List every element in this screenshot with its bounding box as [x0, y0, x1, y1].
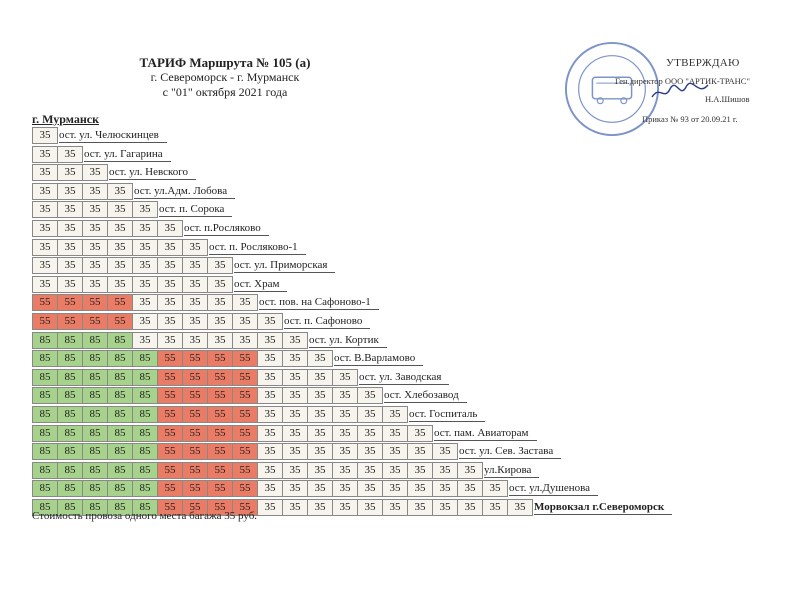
tariff-row — [32, 425, 537, 442]
fare-cell: 35 — [307, 443, 333, 460]
fare-cell: 55 — [232, 480, 258, 497]
stop-name: ост. Хлебозавод — [384, 388, 467, 403]
fare-cell: 85 — [32, 387, 58, 404]
stop-name: ост. В.Варламово — [334, 351, 423, 366]
fare-cell: 35 — [82, 276, 108, 293]
fare-cell: 35 — [82, 257, 108, 274]
fare-cell: 35 — [207, 332, 233, 349]
tariff-row — [32, 239, 306, 256]
tariff-row — [32, 332, 387, 349]
stop-name: ост. пам. Авиаторам — [434, 426, 537, 441]
fare-cell: 35 — [257, 387, 283, 404]
fare-cell: 35 — [257, 369, 283, 386]
fare-cell: 35 — [482, 499, 508, 516]
fare-cell: 35 — [257, 443, 283, 460]
fare-cell: 35 — [32, 164, 58, 181]
fare-cell: 35 — [282, 425, 308, 442]
tariff-header — [100, 55, 350, 100]
fare-cell: 35 — [457, 462, 483, 479]
tariff-row — [32, 294, 379, 311]
fare-cell: 55 — [232, 499, 258, 516]
fare-cell: 35 — [232, 294, 258, 311]
fare-cell: 35 — [257, 480, 283, 497]
fare-cell: 55 — [182, 369, 208, 386]
tariff-row — [32, 369, 449, 386]
fare-cell: 55 — [157, 350, 183, 367]
fare-cell: 35 — [182, 313, 208, 330]
fare-cell: 85 — [32, 462, 58, 479]
fare-cell: 35 — [307, 425, 333, 442]
fare-cell: 35 — [182, 257, 208, 274]
fare-cell: 35 — [157, 276, 183, 293]
fare-cell: 35 — [182, 239, 208, 256]
fare-cell: 85 — [82, 443, 108, 460]
fare-cell: 85 — [107, 425, 133, 442]
fare-cell: 55 — [182, 443, 208, 460]
fare-cell: 55 — [207, 425, 233, 442]
fare-cell: 55 — [32, 294, 58, 311]
fare-cell: 55 — [232, 387, 258, 404]
fare-cell: 35 — [182, 332, 208, 349]
fare-cell: 85 — [107, 332, 133, 349]
fare-cell: 35 — [357, 406, 383, 423]
fare-cell: 35 — [232, 313, 258, 330]
fare-cell: 35 — [507, 499, 533, 516]
fare-cell: 35 — [157, 332, 183, 349]
fare-cell: 35 — [307, 462, 333, 479]
fare-cell: 85 — [32, 443, 58, 460]
stop-name: ост. п. Росляково-1 — [209, 240, 306, 255]
fare-cell: 35 — [57, 201, 83, 218]
fare-cell: 85 — [107, 387, 133, 404]
fare-cell: 55 — [207, 499, 233, 516]
fare-cell: 55 — [182, 350, 208, 367]
fare-cell: 35 — [132, 276, 158, 293]
fare-cell: 85 — [82, 480, 108, 497]
fare-cell: 35 — [332, 406, 358, 423]
fare-cell: 35 — [57, 276, 83, 293]
stop-name: ост. Госпиталь — [409, 407, 485, 422]
fare-cell: 35 — [457, 499, 483, 516]
fare-cell: 35 — [332, 462, 358, 479]
fare-cell: 35 — [357, 480, 383, 497]
fare-cell: 55 — [157, 443, 183, 460]
tariff-row — [32, 146, 171, 163]
fare-cell: 85 — [57, 462, 83, 479]
tariff-row — [32, 350, 423, 367]
fare-cell: 35 — [282, 369, 308, 386]
fare-cell: 85 — [132, 462, 158, 479]
fare-cell: 35 — [207, 276, 233, 293]
baggage-fare: Стоимость провоза одного места багажа 35 руб. — [32, 510, 258, 522]
stop-name: ост. п. Сафоново — [284, 314, 370, 329]
fare-cell: 35 — [257, 332, 283, 349]
fare-cell: 35 — [332, 480, 358, 497]
fare-cell: 55 — [157, 406, 183, 423]
fare-cell: 35 — [107, 220, 133, 237]
fare-cell: 35 — [157, 239, 183, 256]
fare-cell: 85 — [32, 369, 58, 386]
fare-cell: 85 — [82, 406, 108, 423]
fare-cell: 35 — [132, 239, 158, 256]
fare-cell: 35 — [132, 332, 158, 349]
fare-cell: 35 — [82, 164, 108, 181]
fare-cell: 35 — [32, 127, 58, 144]
order-line: Приказ № 93 от 20.09.21 г. — [642, 114, 738, 124]
fare-cell: 35 — [32, 276, 58, 293]
fare-cell: 35 — [207, 294, 233, 311]
fare-cell: 35 — [282, 462, 308, 479]
fare-cell: 35 — [332, 499, 358, 516]
fare-cell: 35 — [307, 387, 333, 404]
fare-cell: 35 — [182, 294, 208, 311]
fare-cell: 35 — [57, 257, 83, 274]
fare-cell: 35 — [432, 462, 458, 479]
fare-cell: 35 — [132, 220, 158, 237]
fare-cell: 55 — [232, 443, 258, 460]
fare-cell: 35 — [407, 443, 433, 460]
fare-cell: 55 — [157, 369, 183, 386]
fare-cell: 35 — [32, 239, 58, 256]
stop-name: ост. ул. Приморская — [234, 258, 335, 273]
tariff-row — [32, 183, 235, 200]
fare-cell: 85 — [57, 499, 83, 516]
fare-cell: 35 — [132, 294, 158, 311]
fare-cell: 35 — [32, 257, 58, 274]
fare-cell: 85 — [57, 387, 83, 404]
fare-cell: 85 — [132, 369, 158, 386]
fare-cell: 35 — [307, 369, 333, 386]
fare-cell: 85 — [107, 462, 133, 479]
route-name: г. Североморск - г. Мурманск — [150, 70, 300, 84]
effective-date: с "01" октября 2021 года — [162, 85, 288, 99]
fare-cell: 85 — [82, 499, 108, 516]
stop-name: ост. ул.Адм. Лобова — [134, 184, 235, 199]
fare-cell: 35 — [207, 313, 233, 330]
fare-cell: 85 — [82, 332, 108, 349]
fare-cell: 35 — [357, 462, 383, 479]
fare-cell: 35 — [282, 406, 308, 423]
fare-cell: 35 — [332, 425, 358, 442]
fare-cell: 85 — [32, 480, 58, 497]
fare-cell: 35 — [257, 350, 283, 367]
fare-cell: 35 — [382, 443, 408, 460]
fare-cell: 85 — [82, 369, 108, 386]
tariff-row — [32, 387, 467, 404]
tariff-row — [32, 220, 269, 237]
fare-cell: 85 — [107, 480, 133, 497]
tariff-row — [32, 164, 196, 181]
fare-cell: 55 — [232, 350, 258, 367]
stop-name: ост. Храм — [234, 277, 287, 292]
fare-cell: 55 — [232, 425, 258, 442]
stop-name: ост. п. Сорока — [159, 202, 232, 217]
fare-cell: 85 — [132, 406, 158, 423]
tariff-row — [32, 462, 539, 479]
fare-cell: 55 — [107, 294, 133, 311]
fare-cell: 35 — [332, 369, 358, 386]
tariff-row — [32, 127, 167, 144]
fare-cell: 55 — [157, 462, 183, 479]
fare-cell: 35 — [407, 462, 433, 479]
fare-cell: 35 — [482, 480, 508, 497]
fare-cell: 55 — [182, 462, 208, 479]
fare-cell: 85 — [107, 369, 133, 386]
fare-cell: 35 — [357, 499, 383, 516]
fare-cell: 85 — [82, 462, 108, 479]
fare-cell: 35 — [207, 257, 233, 274]
fare-cell: 55 — [182, 480, 208, 497]
fare-cell: 35 — [107, 183, 133, 200]
fare-cell: 35 — [257, 313, 283, 330]
director-name: Н.А.Шишов — [705, 94, 750, 104]
tariff-row — [32, 257, 335, 274]
fare-cell: 85 — [82, 350, 108, 367]
approval-title: УТВЕРЖДАЮ — [666, 57, 740, 69]
fare-cell: 35 — [282, 499, 308, 516]
stop-name: ул.Кирова — [484, 463, 539, 478]
fare-cell: 35 — [57, 220, 83, 237]
fare-cell: 55 — [207, 462, 233, 479]
stop-name: Морвокзал г.Североморск — [534, 500, 672, 515]
fare-cell: 85 — [132, 425, 158, 442]
fare-cell: 85 — [132, 387, 158, 404]
fare-cell: 35 — [57, 164, 83, 181]
fare-cell: 35 — [157, 313, 183, 330]
tariff-row — [32, 406, 485, 423]
fare-cell: 35 — [257, 406, 283, 423]
fare-cell: 35 — [82, 220, 108, 237]
tariff-row — [32, 276, 287, 293]
fare-cell: 35 — [357, 425, 383, 442]
fare-cell: 35 — [257, 425, 283, 442]
fare-cell: 55 — [232, 369, 258, 386]
fare-cell: 35 — [382, 406, 408, 423]
fare-cell: 35 — [307, 480, 333, 497]
stop-name: ост. ул. Челюскинцев — [59, 128, 167, 143]
start-city: г. Мурманск — [32, 112, 100, 126]
fare-cell: 35 — [282, 443, 308, 460]
fare-cell: 55 — [232, 462, 258, 479]
fare-cell: 85 — [32, 332, 58, 349]
fare-cell: 35 — [107, 201, 133, 218]
fare-cell: 85 — [57, 369, 83, 386]
fare-cell: 85 — [132, 499, 158, 516]
fare-cell: 35 — [107, 276, 133, 293]
fare-cell: 35 — [432, 443, 458, 460]
fare-cell: 35 — [32, 220, 58, 237]
fare-cell: 85 — [107, 443, 133, 460]
stop-name: ост. ул. Гагарина — [84, 147, 171, 162]
fare-cell: 85 — [107, 406, 133, 423]
fare-cell: 35 — [132, 313, 158, 330]
fare-cell: 85 — [32, 425, 58, 442]
fare-cell: 55 — [207, 443, 233, 460]
fare-cell: 85 — [32, 350, 58, 367]
fare-cell: 85 — [57, 443, 83, 460]
fare-cell: 85 — [82, 425, 108, 442]
fare-cell: 35 — [382, 499, 408, 516]
fare-cell: 35 — [82, 201, 108, 218]
fare-cell: 35 — [282, 332, 308, 349]
fare-cell: 35 — [182, 276, 208, 293]
tariff-title: ТАРИФ Маршрута № 105 (а) — [139, 55, 311, 70]
fare-cell: 35 — [32, 183, 58, 200]
stop-name: ост. ул. Невского — [109, 165, 196, 180]
fare-cell: 85 — [132, 443, 158, 460]
fare-cell: 35 — [57, 183, 83, 200]
fare-cell: 35 — [307, 406, 333, 423]
fare-cell: 85 — [57, 480, 83, 497]
fare-cell: 85 — [132, 350, 158, 367]
signature-icon — [650, 81, 710, 103]
fare-cell: 35 — [157, 220, 183, 237]
tariff-row — [32, 313, 370, 330]
tariff-row — [32, 480, 598, 497]
fare-cell: 55 — [82, 294, 108, 311]
fare-cell: 55 — [32, 313, 58, 330]
fare-cell: 55 — [207, 350, 233, 367]
fare-cell: 55 — [157, 387, 183, 404]
fare-cell: 35 — [357, 387, 383, 404]
fare-cell: 35 — [432, 480, 458, 497]
fare-cell: 35 — [32, 201, 58, 218]
fare-cell: 55 — [157, 480, 183, 497]
fare-cell: 85 — [57, 425, 83, 442]
fare-cell: 55 — [57, 313, 83, 330]
fare-cell: 35 — [57, 239, 83, 256]
fare-cell: 55 — [232, 406, 258, 423]
tariff-row — [32, 443, 561, 460]
fare-cell: 85 — [82, 387, 108, 404]
fare-cell: 55 — [207, 480, 233, 497]
fare-cell: 35 — [157, 294, 183, 311]
fare-cell: 35 — [32, 146, 58, 163]
fare-cell: 35 — [257, 462, 283, 479]
fare-cell: 35 — [307, 350, 333, 367]
fare-cell: 35 — [382, 462, 408, 479]
fare-cell: 35 — [407, 480, 433, 497]
fare-cell: 85 — [57, 332, 83, 349]
fare-cell: 35 — [157, 257, 183, 274]
fare-cell: 35 — [107, 239, 133, 256]
fare-cell: 35 — [282, 480, 308, 497]
fare-cell: 35 — [307, 499, 333, 516]
stop-name: ост. ул. Заводская — [359, 370, 449, 385]
fare-cell: 55 — [207, 369, 233, 386]
fare-cell: 35 — [82, 239, 108, 256]
fare-cell: 85 — [57, 406, 83, 423]
fare-cell: 85 — [132, 480, 158, 497]
fare-cell: 35 — [132, 201, 158, 218]
fare-cell: 55 — [182, 406, 208, 423]
fare-cell: 35 — [332, 387, 358, 404]
fare-cell: 35 — [357, 443, 383, 460]
fare-cell: 55 — [207, 387, 233, 404]
fare-cell: 55 — [182, 499, 208, 516]
fare-cell: 35 — [407, 425, 433, 442]
fare-cell: 35 — [282, 387, 308, 404]
fare-cell: 35 — [332, 443, 358, 460]
fare-cell: 55 — [182, 387, 208, 404]
fare-cell: 35 — [57, 146, 83, 163]
stop-name: ост. ул. Кортик — [309, 333, 387, 348]
fare-cell: 35 — [282, 350, 308, 367]
stop-name: ост. пов. на Сафоново-1 — [259, 295, 379, 310]
stop-name: ост. п.Росляково — [184, 221, 269, 236]
fare-cell: 85 — [107, 350, 133, 367]
fare-cell: 85 — [107, 499, 133, 516]
fare-cell: 55 — [182, 425, 208, 442]
director-line: Ген.директор ООО "АРТИК-ТРАНС" — [615, 76, 750, 86]
fare-cell: 35 — [132, 257, 158, 274]
fare-cell: 35 — [382, 480, 408, 497]
fare-cell: 85 — [32, 406, 58, 423]
fare-cell: 55 — [57, 294, 83, 311]
stop-name: ост. ул.Душенова — [509, 481, 598, 496]
fare-cell: 35 — [382, 425, 408, 442]
fare-cell: 55 — [157, 425, 183, 442]
fare-cell: 85 — [32, 499, 58, 516]
fare-cell: 85 — [57, 350, 83, 367]
fare-cell: 55 — [82, 313, 108, 330]
fare-cell: 35 — [82, 183, 108, 200]
fare-cell: 55 — [207, 406, 233, 423]
fare-cell: 55 — [107, 313, 133, 330]
fare-cell: 35 — [257, 499, 283, 516]
stop-name: ост. ул. Сев. Застава — [459, 444, 561, 459]
fare-cell: 55 — [157, 499, 183, 516]
fare-cell: 35 — [232, 332, 258, 349]
fare-cell: 35 — [432, 499, 458, 516]
fare-cell: 35 — [457, 480, 483, 497]
fare-cell: 35 — [107, 257, 133, 274]
fare-cell: 35 — [407, 499, 433, 516]
tariff-row — [32, 201, 232, 218]
